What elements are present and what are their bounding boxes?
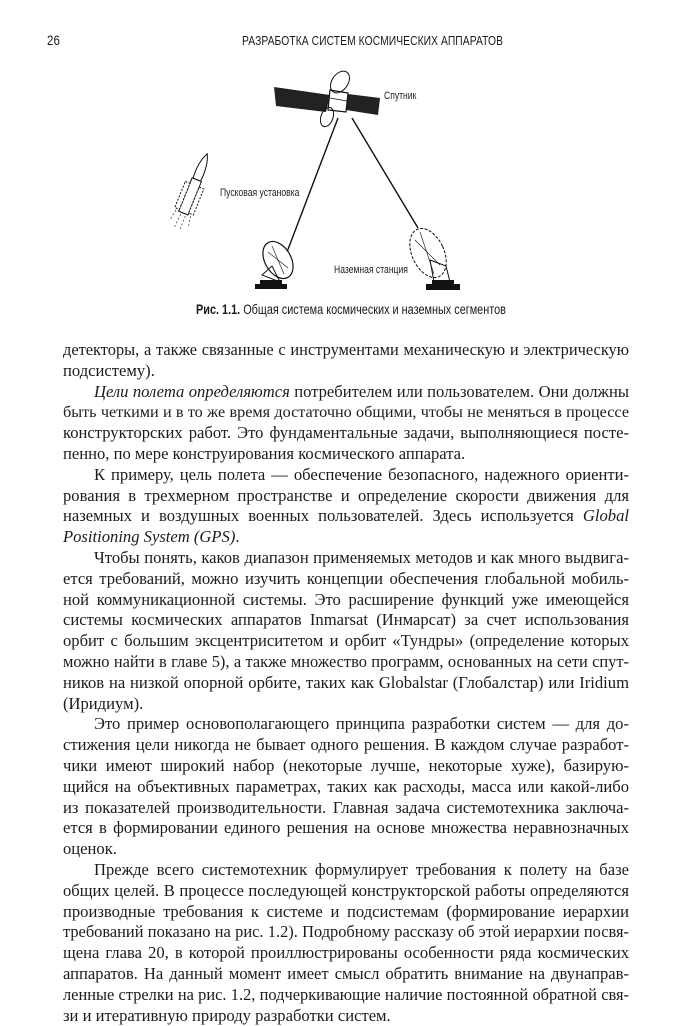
paragraph-2: [63, 465, 629, 548]
italic-term: Positioning System (GPS): [63, 527, 235, 546]
label-ground-station: Наземная станция: [334, 264, 408, 276]
label-satellite: Спутник: [384, 90, 416, 102]
text-line: щийся на объективных параметрах, таких как расходы, масса или какой-либо: [63, 777, 629, 798]
figure-caption: [196, 302, 506, 317]
text-line: (Иридиум).: [63, 694, 629, 715]
text-line: рования в трехмерном пространстве и определение скорости движения для: [63, 486, 629, 507]
paragraph-5: [63, 860, 629, 1026]
page-number: 26: [47, 32, 60, 48]
text-line: щена глава 20, в которой проиллюстрированы особенности ряда космических: [63, 943, 629, 964]
text-line: К примеру, цель полета — обеспечение безопасного, надежного ориенти-: [63, 465, 629, 486]
text-line: подсистему).: [63, 361, 629, 382]
text-line: ников на низкой опорной орбите, таких как Globalstar (Глобалстар) или Iridium: [63, 673, 629, 694]
text-line: производные требования к системе и подсистемам (формирование иерархии: [63, 902, 629, 923]
text-line: ной коммуникационной системы. Это расширение функций уже имеющейся: [63, 590, 629, 611]
text-line: аппаратов. На данный момент имеет смысл обратить внимание на двунаправ-: [63, 964, 629, 985]
text-line: Чтобы понять, каков диапазон применяемых методов и как много выдвига-: [63, 548, 629, 569]
text-line: из показателей производительности. Главная задача системотехника заключа-: [63, 798, 629, 819]
running-title: РАЗРАБОТКА СИСТЕМ КОСМИЧЕСКИХ АППАРАТОВ: [242, 33, 503, 48]
paragraph-1: [63, 382, 629, 465]
text-line: Цели полета определяются потребителем или пользователем. Они должны: [63, 382, 629, 403]
text-line: чики имеют широкий набор (некоторые лучше, некоторые хуже), базирую-: [63, 756, 629, 777]
text-line: можно найти в главе 5), а также множество программ, основанных на сети спут-: [63, 652, 629, 673]
text-line: орбит с большим эксцентриситетом и орбит «Тундры» (определение которых: [63, 631, 629, 652]
body-text: [63, 340, 629, 1026]
figure-caption-text: Общая система космических и наземных сегментов: [243, 302, 506, 317]
text-line: Positioning System (GPS).: [63, 527, 629, 548]
text-line: пенно, по мере конструирования космического аппарата.: [63, 444, 629, 465]
text-line: системы космических аппаратов Inmarsat (Инмарсат) за счет использования: [63, 610, 629, 631]
paragraph-0: [63, 340, 629, 382]
text-line: детекторы, а также связанные с инструментами механическую и электрическую: [63, 340, 629, 361]
text-line: быть четкими и в то же время достаточно общими, чтобы не меняться в процессе: [63, 402, 629, 423]
satellite-icon: [274, 68, 380, 129]
text-line: Это пример основополагающего принципа разработки систем — для до-: [63, 714, 629, 735]
italic-term: Global: [583, 506, 629, 525]
italic-term: Цели полета определяются: [94, 382, 290, 401]
label-launcher: Пусковая установка: [220, 187, 299, 199]
launch-vehicle-icon: [168, 150, 217, 232]
uplink-line-right: [352, 118, 418, 228]
text-line: Прежде всего системотехник формулирует требования к полету на базе: [63, 860, 629, 881]
text-line: ется требований, можно изучить концепции обеспечения глобальной мобиль-: [63, 569, 629, 590]
space-ground-segments-illustration: [150, 60, 500, 300]
text-line: оценок.: [63, 839, 629, 860]
text-line: конструкторских работ. Это фундаментальные задачи, выполняющиеся посте-: [63, 423, 629, 444]
text-line: общих целей. В процессе последующей конструкторской работы определяются: [63, 881, 629, 902]
text-line: стижения цели никогда не бывает одного решения. В каждом случае разработ-: [63, 735, 629, 756]
ground-station-dish-left-icon: [255, 236, 299, 289]
text-line: зи и итеративную природу разработки систем.: [63, 1006, 629, 1026]
paragraph-4: [63, 714, 629, 860]
figure-number: Рис. 1.1.: [196, 302, 240, 317]
ground-station-dish-right-icon: [403, 223, 460, 290]
text-line: наземных и воздушных военных пользователей. Здесь используется Global: [63, 506, 629, 527]
text-line: ется в формировании единого решения на основе множества неравнозначных: [63, 818, 629, 839]
figure-space-system: [150, 60, 500, 300]
text-line: требований показано на рис. 1.2). Подробному рассказу об этой иерархии посвя-: [63, 922, 629, 943]
uplink-line-left: [287, 118, 338, 252]
text-line: ленные стрелки на рис. 1.2, подчеркивающие наличие постоянной обратной свя-: [63, 985, 629, 1006]
running-head: [0, 30, 693, 52]
paragraph-3: [63, 548, 629, 714]
